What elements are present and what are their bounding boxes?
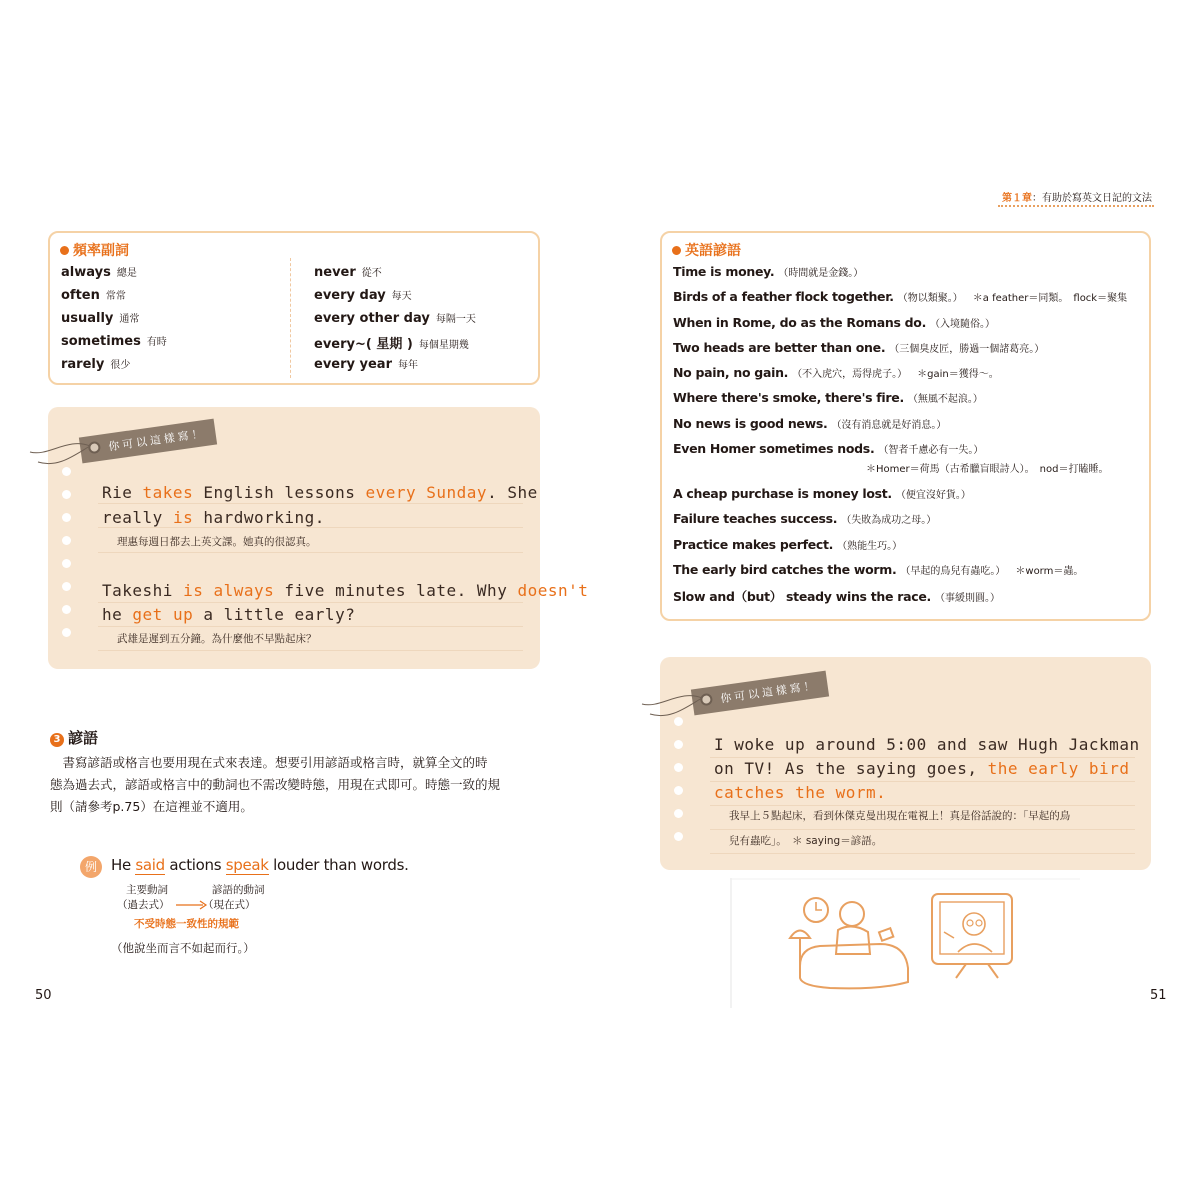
freq-item: every other day 每隔一天 xyxy=(314,311,476,326)
example-line: catches the worm. xyxy=(714,783,887,802)
freq-item: usually 通常 xyxy=(61,311,140,326)
tag-label: 你可以這樣寫！ xyxy=(79,419,217,464)
example-sentence: He said actions speak louder than words. xyxy=(111,856,409,874)
section-number: 3 xyxy=(50,733,64,747)
proverb-item: Time is money. （時間就是金錢。） xyxy=(673,264,864,279)
binder-holes xyxy=(62,467,72,651)
section-paragraph-line: 書寫諺語或格言也要用現在式來表達。想要引用諺語或格言時，就算全文的時 xyxy=(50,755,488,770)
example-translation: （他說坐而言不如起而行。） xyxy=(111,941,255,955)
example-line: I woke up around 5:00 and saw Hugh Jackman xyxy=(714,735,1140,754)
section-heading: 3 諺語 xyxy=(50,727,98,748)
proverb-item: Where there's smoke, there's fire. （無風不起浪。） xyxy=(673,390,983,405)
bullet-icon xyxy=(672,246,681,255)
chapter-header xyxy=(1002,189,1152,204)
arrow-icon xyxy=(176,899,208,911)
annotation-label: （過去式） xyxy=(117,899,170,911)
proverb-item: Slow and（but） steady wins the race. （事緩則圓。） xyxy=(673,589,1000,604)
freq-item: often 常常 xyxy=(61,288,126,303)
frequency-box-title: 頻率副詞 xyxy=(60,240,129,260)
freq-item: never 從不 xyxy=(314,265,382,280)
example-line: Rie takes English lessons every Sunday. She xyxy=(102,483,538,502)
proverb-item: Birds of a feather flock together. （物以類聚。） ＊a feather＝同類。 flock＝聚集 xyxy=(673,289,1128,304)
freq-item: every year 每年 xyxy=(314,357,418,372)
page-number-left: 50 xyxy=(35,988,52,1003)
proverb-item: No news is good news. （沒有消息就是好消息。） xyxy=(673,416,947,431)
freq-item: rarely 很少 xyxy=(61,357,131,372)
proverb-item: No pain, no gain. （不入虎穴，焉得虎子。） ＊gain＝獲得～。 xyxy=(673,365,999,380)
example-line: really is hardworking. xyxy=(102,508,325,527)
annotation-label: （現在式） xyxy=(203,899,256,911)
page-number-right: 51 xyxy=(1150,988,1167,1003)
proverb-item: Even Homer sometimes nods. （智者千慮必有一失。） xyxy=(673,441,984,456)
example-translation: 我早上５點起床，看到休傑克曼出現在電視上！真是俗話說的：「早起的鳥 xyxy=(729,810,1071,822)
proverb-item: The early bird catches the worm. （早起的鳥兒有蟲吃。） ＊worm＝蟲。 xyxy=(673,562,1084,577)
column-divider xyxy=(290,258,291,378)
illustration-morning-tv xyxy=(730,878,1080,1008)
section-paragraph-line: 則（請參考p.75）在這裡並不適用。 xyxy=(50,799,253,814)
proverb-item: Two heads are better than one. （三個臭皮匠，勝過一個諸葛亮。） xyxy=(673,340,1045,355)
freq-item: every~( 星期 ) 每個星期幾 xyxy=(314,337,469,352)
bullet-icon xyxy=(60,246,69,255)
example-translation: 兒有蟲吃」。 ＊ saying＝諺語。 xyxy=(729,835,883,847)
proverb-item: Failure teaches success. （失敗為成功之母。） xyxy=(673,511,937,526)
binder-holes xyxy=(674,717,684,855)
proverb-item: Practice makes perfect. （熟能生巧。） xyxy=(673,537,903,552)
string-decoration xyxy=(28,432,98,472)
section-paragraph-line: 態為過去式，諺語或格言中的動詞也不需改變時態，用現在式即可。時態一致的規 xyxy=(50,777,501,792)
annotation-label: 諺語的動詞 xyxy=(212,884,265,896)
string-decoration xyxy=(640,684,710,724)
example-line: Takeshi is always five minutes late. Why doesn't xyxy=(102,581,589,600)
proverbs-box-title: 英語諺語 xyxy=(672,240,741,260)
example-line: on TV! As the saying goes, the early bird xyxy=(714,759,1130,778)
proverb-note: ＊Homer＝荷馬（古希臘盲眼詩人）。 nod＝打瞌睡。 xyxy=(866,464,1109,475)
freq-item: always 總是 xyxy=(61,265,137,280)
chapter-title: ：有助於寫英文日記的文法 xyxy=(1032,193,1152,204)
example-line: he get up a little early? xyxy=(102,605,356,624)
freq-item: every day 每天 xyxy=(314,288,412,303)
example-translation: 理惠每週日都去上英文課。她真的很認真。 xyxy=(117,536,317,548)
freq-item: sometimes 有時 xyxy=(61,334,167,349)
example-translation: 武雄是遲到五分鐘。為什麼他不早點起床？ xyxy=(117,633,317,645)
proverb-item: A cheap purchase is money lost. （便宜沒好貨。） xyxy=(673,486,971,501)
chapter-number: 第１章 xyxy=(1002,193,1032,204)
rule-note: 不受時態一致性的規範 xyxy=(134,918,239,930)
tag-label: 你可以這樣寫！ xyxy=(691,671,829,716)
example-badge: 例 xyxy=(80,856,102,878)
proverb-item: When in Rome, do as the Romans do. （入境隨俗。） xyxy=(673,315,996,330)
annotation-label: 主要動詞 xyxy=(126,884,168,896)
chapter-underline xyxy=(998,205,1154,207)
